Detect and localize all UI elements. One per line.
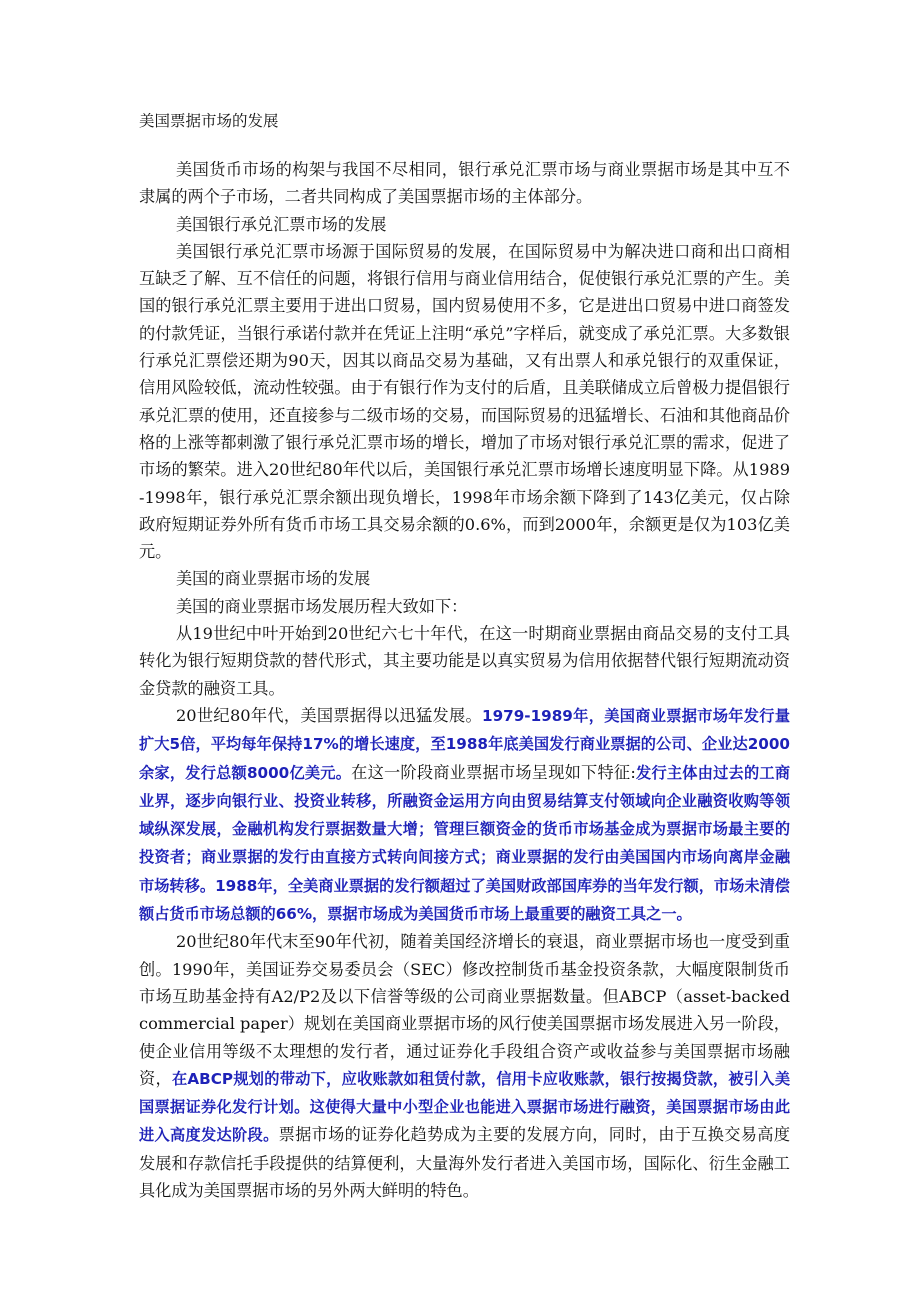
- commercial-paper-intro: 美国的商业票据市场发展历程大致如下：: [176, 596, 468, 616]
- intro-paragraph: 美国货币市场的构架与我国不尽相同，银行承兑汇票市场与商业票据市场是其中互不隶属的两个子市场，二者共同构成了美国票据市场的主体部分。: [139, 160, 790, 207]
- stage-two-highlight-features: 发行主体由过去的工商业界，逐步向银行业、投资业转移，所融资金运用方向由贸易结算支付领域向企业融资收购等领域纵深发展，金融机构发行票据数量大增；管理巨额资金的货币市场基金成为票据市场最主要的投资者；商业票据的发行由直接方式转向间接方式；商业票据的发行由美国国内市场向离岸金融市场转移。1988年，全美商业票据的发行额超过了美国财政部国库券的当年发行额，市场未清偿额占货币市场总额的66%，票据市场成为美国货币市场上最重要的融资工具之一。: [139, 763, 790, 924]
- bankers-acceptance-paragraph: 美国银行承兑汇票市场源于国际贸易的发展，在国际贸易中为解决进口商和出口商相互缺乏了解、互不信任的问题，将银行信用与商业信用结合，促使银行承兑汇票的产生。美国的银行承兑汇票主要用于进出口贸易，国内贸易使用不多，它是进出口贸易中进口商签发的付款凭证，当银行承诺付款并在凭证上注明“承兑”字样后，就变成了承兑汇票。大多数银行承兑汇票偿还期为90天，因其以商品交易为基础，又有出票人和承兑银行的双重保证，信用风险较低，流动性较强。由于有银行作为支付的后盾，且美联储成立后曾极力提倡银行承兑汇票的使用，还直接参与二级市场的交易，而国际贸易的迅猛增长、石油和其他商品价格的上涨等都刺激了银行承兑汇票市场的增长，增加了市场对银行承兑汇票的需求，促进了市场的繁荣。进入20世纪80年代以后，美国银行承兑汇票市场增长速度明显下降。从1989-1998年，银行承兑汇票余额出现负增长，1998年市场余额下降到了143亿美元，仅占除政府短期证券外所有货币市场工具交易余额的0.6%，而到2000年，余额更是仅为103亿美元。: [139, 241, 790, 562]
- stage-one-paragraph: 从19世纪中叶开始到20世纪六七十年代，在这一时期商业票据由商品交易的支付工具转化为银行短期贷款的替代形式，其主要功能是以真实贸易为信用依据替代银行短期流动资金贷款的融资工具。: [139, 624, 790, 698]
- stage-three-paragraph: [139, 928, 790, 1204]
- stage-two-highlight-growth: 1979-1989年，美国商业票据市场年发行量扩大5倍，平均每年保持17%的增长速度，至1988年底美国发行商业票据的公司、企业达2000余家，发行总额8000亿美元。: [139, 706, 791, 782]
- stage-two-transition: 在这一阶段商业票据市场呈现如下特征:: [351, 762, 636, 782]
- section-heading-bankers-acceptance: 美国银行承兑汇票市场的发展: [176, 214, 387, 234]
- document-page: [139, 109, 790, 1204]
- stage-three-closing: 票据市场的证券化趋势成为主要的发展方向，同时，由于互换交易高度发展和存款信托手段提供的结算便利，大量海外发行者进入美国市场，国际化、衍生金融工具化成为美国票据市场的另外两大鲜明的特色。: [139, 1125, 791, 1200]
- stage-three-highlight-abcp: 在ABCP规划的带动下，应收账款如租赁付款，信用卡应收账款，银行按揭贷款，被引入美国票据证券化发行计划。这使得大量中小型企业也能进入票据市场进行融资，美国票据市场由此进入高度发达阶段。: [139, 1069, 791, 1145]
- stage-three-opening: 20世纪80年代末至90年代初，随着美国经济增长的衰退，商业票据市场也一度受到重创。1990年，美国证券交易委员会（SEC）修改控制货币基金投资条款，大幅度限制货币市场互助基金持有A2/P2及以下信誉等级的公司商业票据数量。但ABCP（asset-backed commercial paper）规划在美国商业票据市场的风行使美国票据市场发展进入另一阶段，使企业信用等级不太理想的发行者，通过证券化手段组合资产或收益参与美国票据市场融资，: [139, 932, 790, 1088]
- stage-two-paragraph: [139, 702, 790, 928]
- stage-two-opening: 20世纪80年代，美国票据得以迅猛发展。: [176, 705, 483, 725]
- document-title: 美国票据市场的发展: [139, 112, 279, 130]
- section-heading-commercial-paper: 美国的商业票据市场的发展: [176, 569, 371, 589]
